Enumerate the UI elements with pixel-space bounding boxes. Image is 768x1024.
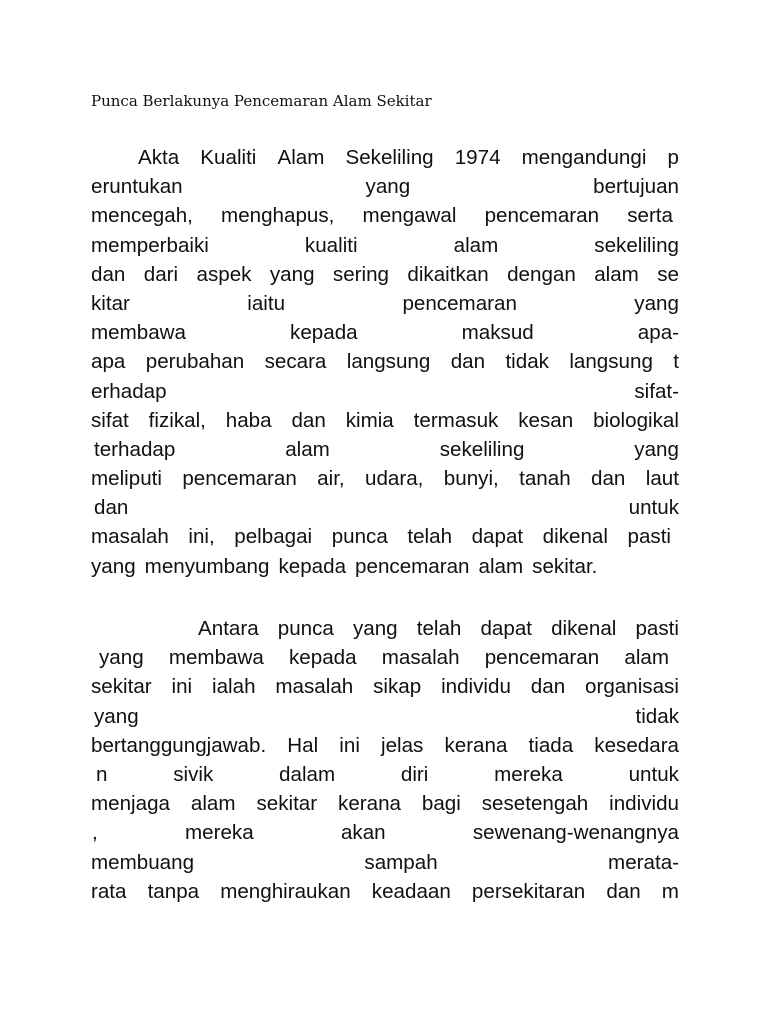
word: bagi: [421, 792, 461, 816]
word: kerana: [338, 792, 401, 816]
text-line: [91, 175, 679, 204]
word: untuk: [628, 496, 679, 520]
word: apa-: [637, 321, 679, 345]
word: masalah: [91, 525, 169, 549]
text-line: [91, 734, 679, 763]
word: bertanggungjawab.: [91, 733, 267, 757]
word: membawa: [168, 646, 264, 670]
word: fizikal,: [148, 408, 206, 432]
word: Sekeliling: [345, 146, 434, 169]
text-line: [91, 380, 679, 409]
word: dan: [606, 879, 641, 903]
word: serta: [627, 204, 673, 228]
word: erhadap: [91, 379, 167, 403]
word: tiada: [528, 733, 574, 757]
word: yang: [352, 617, 398, 640]
word: sifat-: [634, 379, 679, 403]
word: masalah: [275, 675, 354, 699]
word: tanah: [519, 467, 571, 491]
word: Antara: [198, 617, 259, 640]
text-line: [91, 880, 679, 909]
word: p: [667, 146, 679, 169]
word: telah: [416, 617, 462, 640]
word: mereka: [494, 762, 563, 786]
text-line: [91, 646, 679, 675]
word: mereka: [185, 821, 254, 845]
word: sekitar: [91, 675, 152, 699]
word: Alam: [277, 146, 325, 169]
text-line: [91, 438, 679, 467]
word: punca: [331, 525, 388, 549]
word: kerana: [444, 733, 508, 757]
word: apa: [91, 350, 126, 374]
word: individu: [609, 792, 679, 816]
word: udara,: [365, 467, 424, 491]
text-line: [91, 204, 679, 233]
text-line: [91, 705, 679, 734]
word: dapat: [480, 617, 533, 640]
word: iaitu: [247, 291, 286, 315]
word: eruntukan: [91, 175, 183, 199]
word: sampah: [364, 850, 438, 874]
word: dapat: [471, 525, 524, 549]
word: memperbaiki: [91, 233, 209, 257]
word: yang: [365, 175, 411, 199]
word: kepada: [278, 554, 347, 578]
word: termasuk: [413, 408, 499, 432]
word: yang: [94, 704, 139, 728]
word: ini: [339, 733, 360, 757]
paragraph-2: [91, 617, 679, 909]
word: tidak: [505, 350, 549, 374]
text-line: [91, 409, 679, 438]
word: t: [673, 350, 679, 374]
word: masalah: [381, 646, 460, 670]
word: pencemaran: [182, 467, 297, 491]
word: Kualiti: [200, 146, 257, 169]
word: sesetengah: [481, 792, 589, 816]
word: kitar: [91, 291, 130, 315]
word: bunyi,: [443, 467, 499, 491]
text-line: [91, 263, 679, 292]
text-line: [91, 292, 679, 321]
word: mengandungi: [521, 146, 647, 169]
word: biologikal: [593, 408, 679, 432]
word: dari: [143, 262, 179, 286]
word: 1974: [454, 146, 501, 169]
text-line: [91, 617, 679, 646]
word: dalam: [279, 762, 336, 786]
word: m: [661, 879, 679, 903]
text-line: [91, 821, 679, 850]
word: tidak: [635, 704, 679, 728]
word: membuang: [91, 850, 195, 874]
word: haba: [225, 408, 272, 432]
word: dan: [450, 350, 486, 374]
word: ini,: [188, 525, 215, 549]
text-line: [91, 321, 679, 350]
text-line: [91, 467, 679, 496]
word: yang: [634, 291, 679, 315]
text-line: [91, 146, 679, 175]
word: meliputi: [91, 467, 162, 491]
word: telah: [407, 525, 453, 549]
word: pencemaran: [402, 291, 517, 315]
text-line: [91, 675, 679, 704]
word: keadaan: [371, 879, 451, 903]
word: n: [96, 762, 108, 786]
word: sivik: [173, 762, 214, 786]
word: dan: [591, 467, 626, 491]
word: yang: [91, 554, 136, 578]
word: sifat: [91, 408, 129, 432]
word: jelas: [381, 733, 424, 757]
text-line: [91, 496, 679, 525]
word: bertujuan: [593, 175, 679, 199]
word: membawa: [91, 321, 186, 345]
word: mencegah,: [91, 204, 193, 228]
word: punca: [277, 617, 334, 640]
word: organisasi: [585, 675, 679, 699]
word: akan: [340, 821, 386, 845]
word: alam: [478, 554, 524, 578]
word: sekitar.: [532, 554, 598, 578]
word: pelbagai: [234, 525, 313, 549]
word: Hal: [287, 733, 319, 757]
word: sekeliling: [439, 437, 525, 461]
word: pencemaran: [484, 204, 600, 228]
text-line: [91, 350, 679, 379]
word: dan: [291, 408, 326, 432]
word: kesan: [518, 408, 574, 432]
word: yang: [99, 646, 144, 670]
word: langsung: [569, 350, 653, 374]
document-title: Punca Berlakunya Pencemaran Alam Sekitar: [91, 92, 432, 110]
text-line: [91, 555, 679, 584]
text-line: [91, 851, 679, 880]
word: Akta: [138, 146, 180, 169]
word: sekitar: [256, 792, 318, 816]
word: dan: [530, 675, 566, 699]
word: individu: [441, 675, 511, 699]
word: untuk: [628, 762, 679, 786]
word: dan: [91, 262, 126, 286]
word: laut: [645, 467, 679, 491]
word: rata: [91, 879, 127, 903]
text-line: [91, 763, 679, 792]
word: terhadap: [94, 437, 176, 461]
word: aspek: [196, 262, 252, 286]
word: secara: [264, 350, 327, 374]
word: sekeliling: [594, 233, 679, 257]
word: kualiti: [304, 233, 358, 257]
word: kesedara: [594, 733, 679, 757]
word: diri: [400, 762, 429, 786]
word: ,: [92, 821, 98, 845]
word: menjaga: [91, 792, 170, 816]
word: se: [657, 262, 679, 286]
text-line: [91, 525, 679, 554]
word: menghiraukan: [220, 879, 351, 903]
word: alam: [285, 437, 330, 461]
word: kepada: [290, 321, 358, 345]
word: alam: [594, 262, 639, 286]
word: menghapus,: [221, 204, 335, 228]
text-line: [91, 234, 679, 263]
word: tanpa: [147, 879, 200, 903]
word: yang: [269, 262, 315, 286]
word: merata-: [608, 850, 679, 874]
paragraph-1: [91, 146, 679, 584]
word: mengawal: [362, 204, 457, 228]
word: dengan: [507, 262, 576, 286]
word: kimia: [345, 408, 394, 432]
word: ialah: [212, 675, 256, 699]
word: sering: [332, 262, 390, 286]
word: sikap: [373, 675, 422, 699]
word: dan: [94, 496, 129, 520]
word: menyumbang: [144, 554, 270, 578]
word: dikenal: [542, 525, 608, 549]
word: air,: [317, 467, 345, 491]
word: pencemaran: [355, 554, 470, 578]
word: pasti: [627, 525, 671, 549]
word: sewenang-wenangnya: [472, 821, 679, 845]
word: ini: [171, 675, 193, 699]
word: persekitaran: [471, 879, 586, 903]
word: alam: [190, 792, 236, 816]
word: pencemaran: [484, 646, 600, 670]
word: pasti: [635, 617, 679, 640]
word: perubahan: [145, 350, 245, 374]
text-line: [91, 792, 679, 821]
word: langsung: [346, 350, 431, 374]
word: kepada: [288, 646, 357, 670]
word: dikenal: [551, 617, 617, 640]
word: yang: [634, 437, 679, 461]
word: dikaitkan: [407, 262, 489, 286]
word: alam: [453, 233, 499, 257]
word: alam: [624, 646, 669, 670]
word: maksud: [461, 321, 534, 345]
